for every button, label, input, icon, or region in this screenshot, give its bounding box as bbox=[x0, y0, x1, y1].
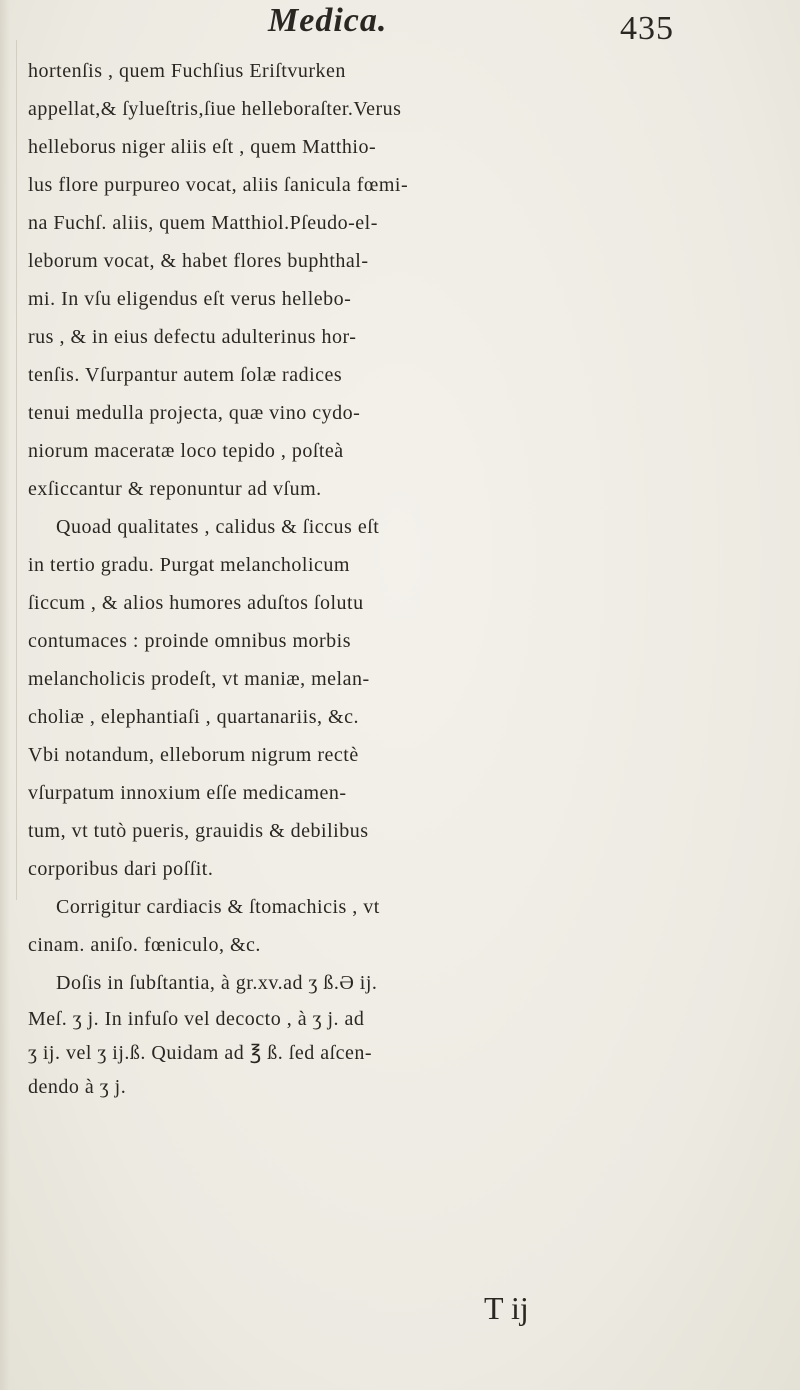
text-line: tum, vt tutò pueris, grauidis & debilibus bbox=[28, 820, 369, 842]
paragraph-start-line: Quoad qualitates , calidus & ſiccus eſt bbox=[56, 516, 380, 538]
text-line: leborum vocat, & habet flores buphthal- bbox=[28, 250, 369, 272]
page-gutter-shadow bbox=[0, 0, 10, 1390]
text-line: niorum maceratæ loco tepido , poſteà bbox=[28, 440, 344, 462]
text-line: lus flore purpureo vocat, aliis ſanicula fœmi- bbox=[28, 174, 409, 196]
text-line: in tertio gradu. Purgat melancholicum bbox=[28, 554, 350, 576]
text-line: contumaces : proinde omnibus morbis bbox=[28, 630, 352, 652]
paragraph-start-line: Corrigitur cardiacis & ſtomachicis , vt bbox=[56, 896, 380, 918]
text-line: hortenſis , quem Fuchſius Eriſtvurken bbox=[28, 60, 346, 82]
text-line: rus , & in eius defectu adulterinus hor- bbox=[28, 326, 357, 348]
page-number: 435 bbox=[620, 10, 674, 47]
text-line: cinam. aniſo. fœniculo, &c. bbox=[28, 934, 261, 956]
text-line: dendo à ʒ j. bbox=[28, 1076, 127, 1098]
text-line: Vbi notandum, elleborum nigrum rectè bbox=[28, 744, 359, 766]
text-line: corporibus dari poſſit. bbox=[28, 858, 214, 880]
body-text bbox=[28, 52, 788, 1104]
text-line: ſiccum , & alios humores aduſtos ſolutu bbox=[28, 592, 364, 614]
page-header bbox=[0, 0, 800, 50]
running-title: Medica. bbox=[268, 2, 388, 39]
text-line: ʒ ij. vel ʒ ij.ß. Quidam ad ℥ ß. ſed aſcen- bbox=[28, 1042, 373, 1064]
text-line: mi. In vſu eligendus eſt verus hellebo- bbox=[28, 288, 352, 310]
text-line: Meſ. ʒ j. In infuſo vel decocto , à ʒ j. ad bbox=[28, 1008, 365, 1030]
paragraph-start-line: Doſis in ſubſtantia, à gr.xv.ad ʒ ß.Ə ij. bbox=[56, 972, 378, 994]
text-line: helleborus niger aliis eſt , quem Matthio- bbox=[28, 136, 377, 158]
text-line: choliæ , elephantiaſi , quartanariis, &c. bbox=[28, 706, 359, 728]
text-line: vſurpatum innoxium eſſe medicamen- bbox=[28, 782, 347, 804]
text-line: tenſis. Vſurpantur autem ſolæ radices bbox=[28, 364, 343, 386]
text-line: na Fuchſ. aliis, quem Matthiol.Pſeudo-el- bbox=[28, 212, 378, 234]
catchword: T ij bbox=[484, 1290, 529, 1326]
text-line: exſiccantur & reponuntur ad vſum. bbox=[28, 478, 322, 500]
text-line: melancholicis prodeſt, vt maniæ, melan- bbox=[28, 668, 370, 690]
text-line: tenui medulla projecta, quæ vino cydo- bbox=[28, 402, 361, 424]
text-line: appellat,& ſylueſtris,ſiue helleboraſter.Verus bbox=[28, 98, 402, 120]
margin-rule bbox=[16, 40, 17, 900]
